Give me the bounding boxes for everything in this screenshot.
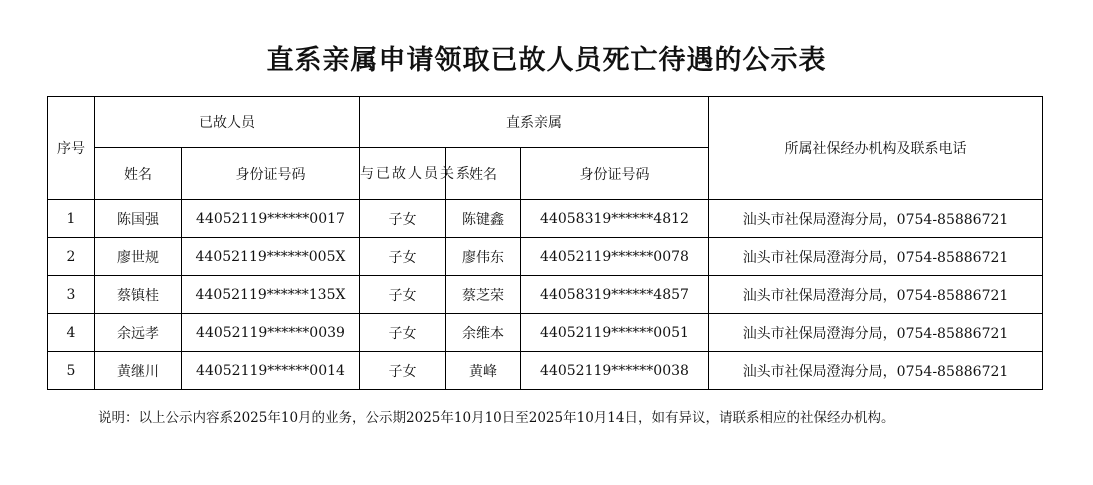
header-relationship: 与已故人员关系	[360, 148, 446, 200]
page-title: 直系亲属申请领取已故人员死亡待遇的公示表	[266, 45, 827, 76]
cell-relative-id: 44052119******0078	[521, 238, 709, 276]
table-row	[48, 276, 1043, 314]
cell-deceased-id: 44052119******005X	[182, 238, 360, 276]
cell-relative-id: 44052119******0038	[521, 352, 709, 390]
cell-relative-name: 陈键鑫	[446, 200, 521, 238]
cell-agency: 汕头市社保局澄海分局，0754-85886721	[709, 314, 1043, 352]
footnote: 说明：以上公示内容系2025年10月的业务，公示期2025年10月10日至2025年10月14日，如有异议，请联系相应的社保经办机构。	[98, 410, 895, 426]
cell-agency: 汕头市社保局澄海分局，0754-85886721	[709, 352, 1043, 390]
cell-deceased-name: 黄继川	[95, 352, 182, 390]
notice-table	[47, 96, 1043, 390]
table-row	[48, 352, 1043, 390]
cell-relative-name: 廖伟东	[446, 238, 521, 276]
header-relative-group: 直系亲属	[360, 97, 709, 148]
header-relative-id: 身份证号码	[521, 148, 709, 200]
cell-seq: 5	[48, 352, 95, 390]
header-deceased-id: 身份证号码	[182, 148, 360, 200]
header-seq: 序号	[48, 97, 95, 200]
cell-relative-id: 44058319******4812	[521, 200, 709, 238]
cell-relative-name: 黄峰	[446, 352, 521, 390]
header-agency: 所属社保经办机构及联系电话	[709, 97, 1043, 200]
cell-relative-id: 44052119******0051	[521, 314, 709, 352]
table-row	[48, 238, 1043, 276]
cell-relationship: 子女	[360, 352, 446, 390]
cell-relationship: 子女	[360, 200, 446, 238]
cell-agency: 汕头市社保局澄海分局，0754-85886721	[709, 276, 1043, 314]
cell-deceased-id: 44052119******0017	[182, 200, 360, 238]
cell-relative-id: 44058319******4857	[521, 276, 709, 314]
cell-deceased-name: 余远孝	[95, 314, 182, 352]
cell-seq: 2	[48, 238, 95, 276]
cell-relative-name: 余维本	[446, 314, 521, 352]
cell-agency: 汕头市社保局澄海分局，0754-85886721	[709, 238, 1043, 276]
cell-deceased-name: 陈国强	[95, 200, 182, 238]
cell-relationship: 子女	[360, 314, 446, 352]
table-row	[48, 200, 1043, 238]
cell-agency: 汕头市社保局澄海分局，0754-85886721	[709, 200, 1043, 238]
header-deceased-name: 姓名	[95, 148, 182, 200]
cell-seq: 1	[48, 200, 95, 238]
cell-deceased-name: 蔡镇桂	[95, 276, 182, 314]
cell-deceased-name: 廖世规	[95, 238, 182, 276]
table-row	[48, 314, 1043, 352]
cell-seq: 3	[48, 276, 95, 314]
cell-relationship: 子女	[360, 238, 446, 276]
cell-relative-name: 蔡芝荣	[446, 276, 521, 314]
cell-deceased-id: 44052119******0039	[182, 314, 360, 352]
header-deceased-group: 已故人员	[95, 97, 360, 148]
header-relative-name: 姓名	[446, 148, 521, 200]
cell-deceased-id: 44052119******135X	[182, 276, 360, 314]
cell-deceased-id: 44052119******0014	[182, 352, 360, 390]
cell-relationship: 子女	[360, 276, 446, 314]
cell-seq: 4	[48, 314, 95, 352]
